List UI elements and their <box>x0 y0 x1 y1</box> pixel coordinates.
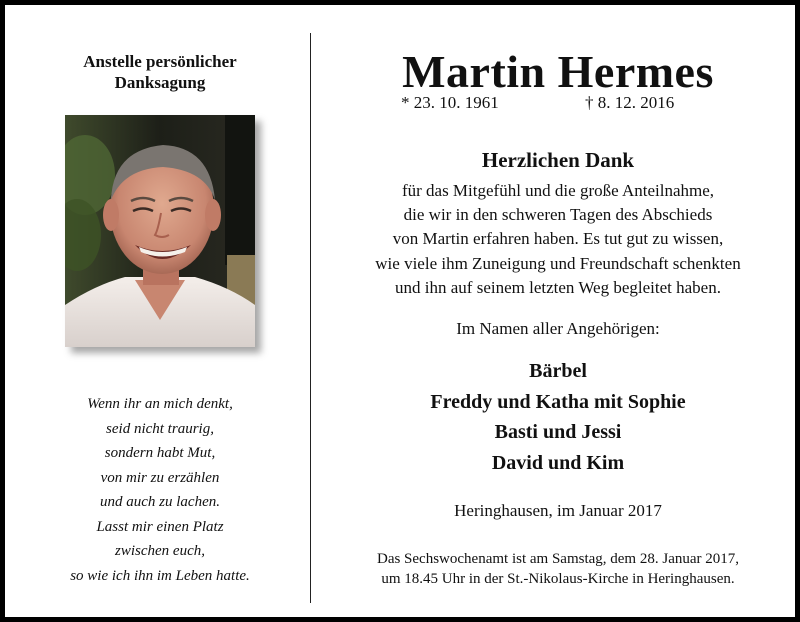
poem-line: so wie ich ihn im Leben hatte. <box>70 567 250 584</box>
right-column <box>323 5 793 617</box>
thanks-line: die wir in den schweren Tagen des Abschieds <box>403 205 713 225</box>
thanks-text <box>323 179 793 300</box>
left-column <box>25 5 295 617</box>
portrait-photo <box>65 115 255 347</box>
card-heading-line-2: Danksagung <box>114 73 206 92</box>
family-name: Bärbel <box>529 360 587 382</box>
thanks-line: wie viele ihm Zuneigung und Freundschaft schenkten <box>375 253 741 273</box>
poem-line: und auch zu lachen. <box>100 494 220 510</box>
poem-line: Wenn ihr an mich denkt, <box>87 396 233 412</box>
card-heading <box>25 51 295 93</box>
column-divider <box>310 33 311 603</box>
card-heading-line-1: Anstelle persönlicher <box>83 52 237 71</box>
poem-line: von mir zu erzählen <box>100 469 220 486</box>
thanks-line: von Martin erfahren haben. Es tut gut zu wissen, <box>392 229 724 249</box>
thanks-line: für das Mitgefühl und die große Anteilnahme, <box>401 181 715 200</box>
thanks-title: Herzlichen Dank <box>481 148 635 172</box>
family-intro: Im Namen aller Angehörigen: <box>456 319 660 338</box>
service-notice <box>323 549 793 589</box>
poem-line: sondern habt Mut, <box>104 445 216 461</box>
thanks-line: und ihn auf seinem letzten Weg begleitet haben. <box>395 277 721 297</box>
family-names <box>323 356 793 478</box>
deceased-name: Martin Hermes <box>402 46 714 97</box>
birth-date: * 23. 10. 1961 <box>401 93 499 112</box>
place-and-date: Heringhausen, im Januar 2017 <box>454 501 662 520</box>
death-date: † 8. 12. 2016 <box>585 93 675 112</box>
poem-line: Lasst mir einen Platz <box>96 518 224 535</box>
family-name: David und Kim <box>491 451 625 474</box>
service-line: Das Sechswochenamt ist am Samstag, dem 28. Januar 2017, <box>376 551 739 567</box>
poem <box>25 392 295 588</box>
poem-line: seid nicht traurig, <box>106 420 214 437</box>
family-name: Basti und Jessi <box>494 421 622 443</box>
service-line: um 18.45 Uhr in der St.-Nikolaus-Kirche in Heringhausen. <box>381 571 735 587</box>
family-name: Freddy und Katha mit Sophie <box>430 390 686 413</box>
poem-line: zwischen euch, <box>115 543 205 559</box>
